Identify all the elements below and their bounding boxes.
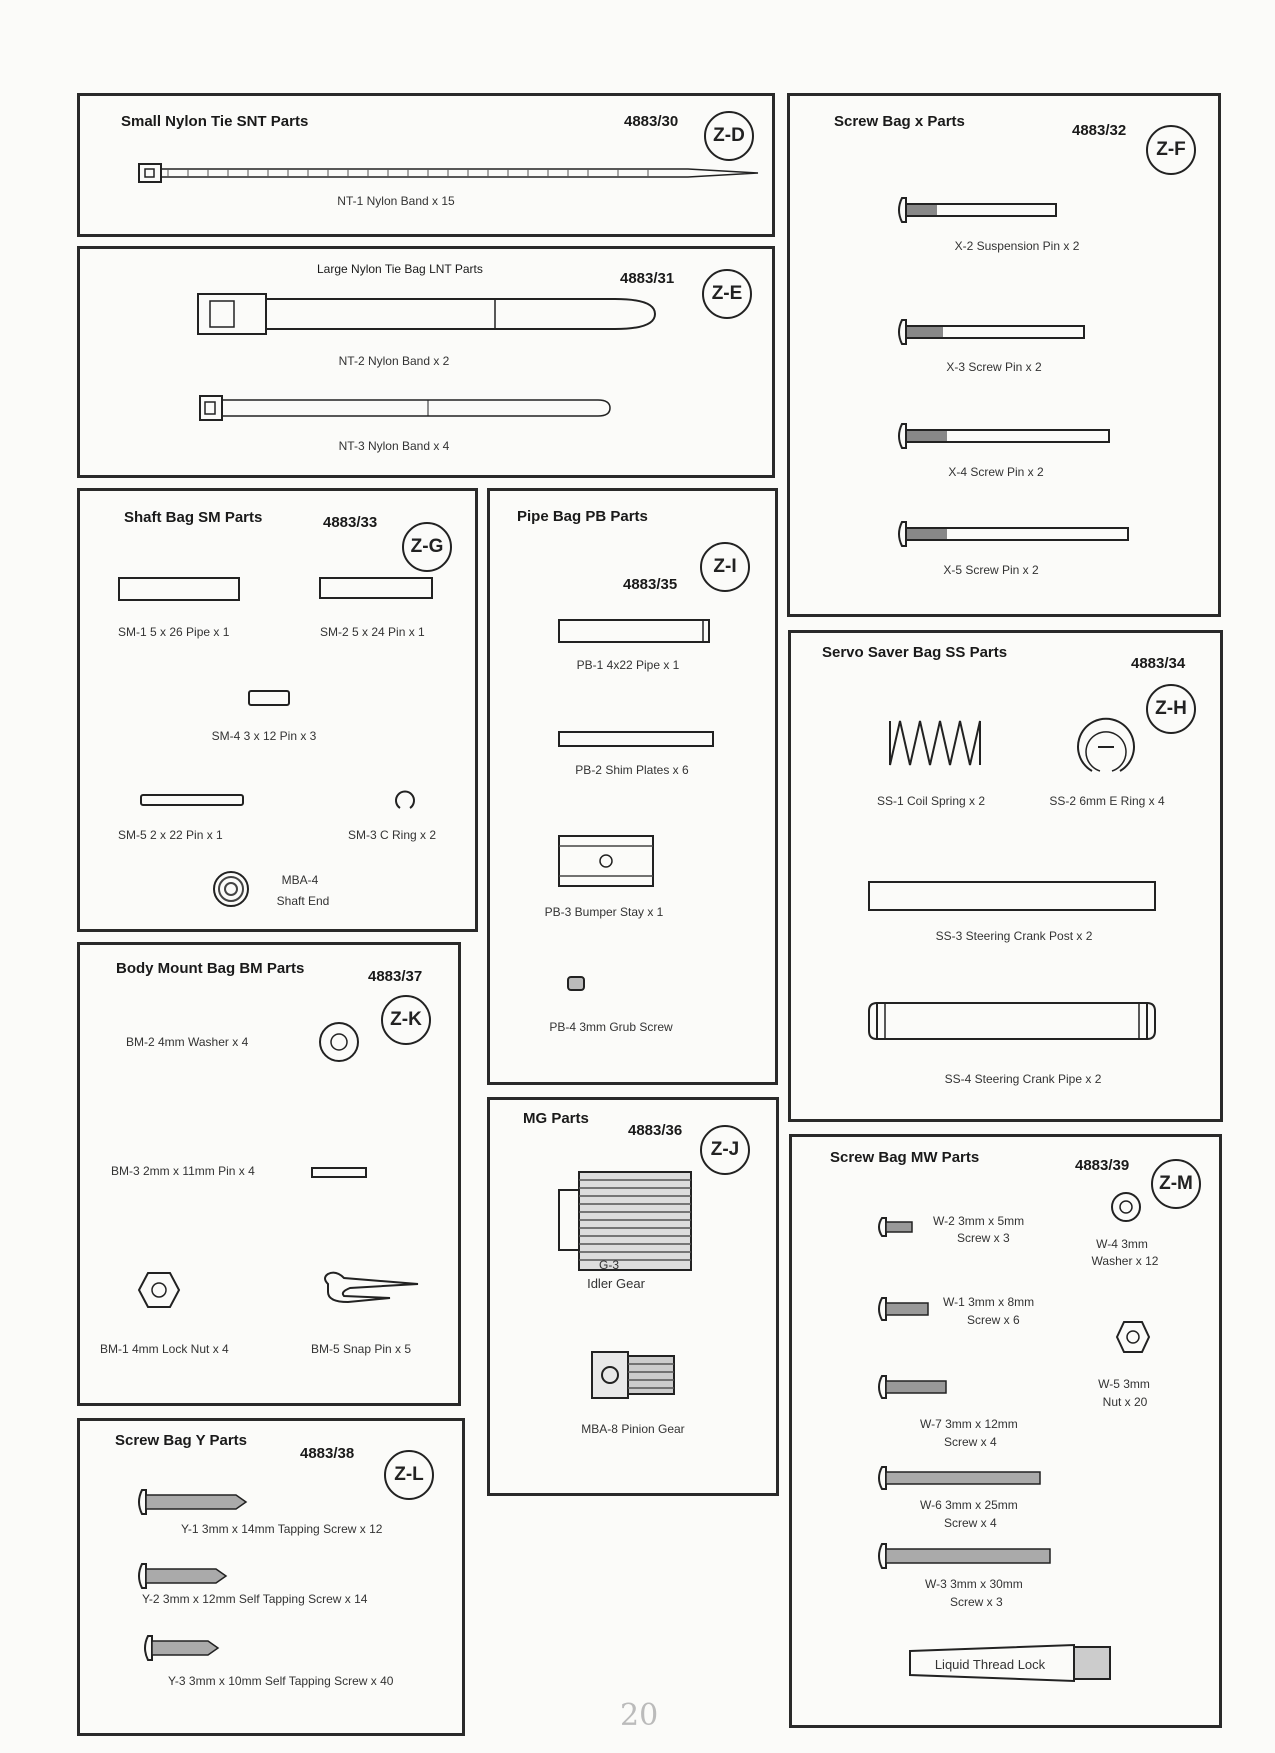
part-label-w3-a: W-3 3mm x 30mm [925, 1577, 1023, 1591]
part-number: 4883/31 [620, 270, 675, 287]
section-badge: Z-G [402, 522, 452, 572]
shim-plate-icon [557, 729, 717, 751]
part-label-pb4: PB-4 3mm Grub Screw [549, 1020, 673, 1034]
part-label-nt1: NT-1 Nylon Band x 15 [337, 194, 455, 208]
pin-icon [139, 793, 247, 809]
pin-icon [310, 1166, 370, 1182]
part-label-sm5: SM-5 2 x 22 Pin x 1 [118, 828, 223, 842]
section-zh [788, 630, 1223, 1122]
section-title: Shaft Bag SM Parts [124, 509, 263, 526]
suspension-pin-icon [898, 196, 1058, 226]
section-zk [77, 942, 461, 1406]
large-nylon-band-icon [195, 289, 695, 339]
section-zg [77, 488, 478, 932]
part-label-y1: Y-1 3mm x 14mm Tapping Screw x 12 [181, 1522, 383, 1536]
screw-icon [876, 1295, 932, 1323]
screw-pin-icon [898, 318, 1088, 348]
tapping-screw-icon [136, 1561, 232, 1591]
part-label-w2-a: W-2 3mm x 5mm [933, 1214, 1025, 1228]
part-label-g3-a: G-3 [598, 1258, 620, 1272]
part-number: 4883/38 [300, 1445, 355, 1462]
snap-pin-icon [320, 1270, 424, 1306]
part-label-mba4-b: Shaft End [276, 894, 330, 908]
part-label-y3: Y-3 3mm x 10mm Self Tapping Screw x 40 [168, 1674, 394, 1688]
section-zi [487, 488, 778, 1085]
e-ring-icon [1070, 715, 1142, 777]
tapping-screw-icon [142, 1633, 222, 1663]
part-label-ss1: SS-1 Coil Spring x 2 [876, 794, 986, 808]
steering-crank-post-icon [867, 880, 1159, 914]
part-label-ss2: SS-2 6mm E Ring x 4 [1049, 794, 1165, 808]
bumper-stay-icon [557, 834, 657, 889]
part-label-nt2: NT-2 Nylon Band x 2 [338, 354, 450, 368]
part-label-bm3: BM-3 2mm x 11mm Pin x 4 [111, 1164, 255, 1178]
part-number: 4883/35 [623, 576, 678, 593]
pipe-icon [117, 576, 243, 604]
pin-icon [318, 576, 436, 602]
part-label-w5-b: Nut x 20 [1102, 1395, 1148, 1409]
part-number: 4883/37 [368, 968, 423, 985]
coil-spring-icon [886, 713, 986, 773]
part-number: 4883/34 [1131, 655, 1186, 672]
part-number: 4883/30 [624, 113, 679, 130]
c-ring-icon [391, 786, 419, 814]
section-title: Screw Bag MW Parts [830, 1149, 980, 1166]
screw-pin-icon [898, 422, 1112, 452]
part-label-w4-a: W-4 3mm [1096, 1237, 1148, 1251]
part-label-mba4-a: MBA-4 [281, 873, 319, 887]
part-number: 4883/32 [1072, 122, 1127, 139]
section-badge: Z-J [700, 1125, 750, 1175]
part-label-sm3: SM-3 C Ring x 2 [348, 828, 437, 842]
steering-crank-pipe-icon [867, 997, 1159, 1045]
part-label-w7-a: W-7 3mm x 12mm [920, 1417, 1018, 1431]
part-label-nt3: NT-3 Nylon Band x 4 [338, 439, 450, 453]
washer-icon [317, 1020, 361, 1064]
part-label-w4-b: Washer x 12 [1091, 1254, 1159, 1268]
idler-gear-icon [557, 1166, 695, 1276]
part-label-w3-b: Screw x 3 [950, 1595, 1003, 1609]
part-label-g3-b: Idler Gear [587, 1276, 645, 1291]
part-label-sm4: SM-4 3 x 12 Pin x 3 [211, 729, 317, 743]
section-badge: Z-D [704, 111, 754, 161]
part-number: 4883/33 [323, 514, 378, 531]
part-label-x5: X-5 Screw Pin x 2 [943, 563, 1039, 577]
part-label-thread-lock: Liquid Thread Lock [934, 1657, 1046, 1672]
section-title: Screw Bag Y Parts [115, 1432, 248, 1449]
screw-icon [876, 1215, 916, 1239]
part-label-mba8: MBA-8 Pinion Gear [581, 1422, 685, 1436]
tapping-screw-icon [136, 1487, 252, 1517]
section-badge: Z-L [384, 1450, 434, 1500]
part-label-ss3: SS-3 Steering Crank Post x 2 [935, 929, 1093, 943]
part-label-w6-b: Screw x 4 [944, 1516, 997, 1530]
part-label-bm5: BM-5 Snap Pin x 5 [311, 1342, 412, 1356]
lock-nut-icon [137, 1270, 181, 1310]
part-label-ss4: SS-4 Steering Crank Pipe x 2 [944, 1072, 1102, 1086]
part-label-w1-a: W-1 3mm x 8mm [943, 1295, 1035, 1309]
nut-icon [1114, 1319, 1152, 1355]
nylon-band-icon [138, 162, 768, 186]
pin-icon [247, 689, 293, 709]
section-zl [77, 1418, 465, 1736]
nylon-band-icon [198, 394, 618, 424]
part-label-w7-b: Screw x 4 [944, 1435, 997, 1449]
part-label-sm2: SM-2 5 x 24 Pin x 1 [320, 625, 425, 639]
page-number: 20 [620, 1698, 659, 1733]
section-title: MG Parts [523, 1110, 589, 1127]
section-badge: Z-F [1146, 125, 1196, 175]
section-title: Pipe Bag PB Parts [517, 508, 648, 525]
grub-screw-icon [565, 974, 589, 994]
part-label-x4: X-4 Screw Pin x 2 [948, 465, 1044, 479]
part-label-bm1: BM-1 4mm Lock Nut x 4 [100, 1342, 229, 1356]
part-label-x3: X-3 Screw Pin x 2 [946, 360, 1042, 374]
section-badge: Z-I [700, 542, 750, 592]
section-zf [787, 93, 1221, 617]
section-title: Screw Bag x Parts [834, 113, 965, 130]
part-label-w2-b: Screw x 3 [957, 1231, 1010, 1245]
part-label-pb2: PB-2 Shim Plates x 6 [575, 763, 689, 777]
screw-icon [876, 1464, 1046, 1492]
part-number: 4883/36 [628, 1122, 683, 1139]
section-title: Servo Saver Bag SS Parts [822, 644, 1008, 661]
part-label-bm2: BM-2 4mm Washer x 4 [126, 1035, 249, 1049]
section-badge: Z-H [1146, 684, 1196, 734]
part-label-w1-b: Screw x 6 [967, 1313, 1020, 1327]
section-title: Large Nylon Tie Bag LNT Parts [317, 262, 483, 276]
section-zm [789, 1134, 1222, 1728]
washer-icon [1109, 1190, 1143, 1224]
shaft-end-icon [211, 869, 251, 909]
section-badge: Z-K [381, 995, 431, 1045]
section-badge: Z-E [702, 269, 752, 319]
section-ze [77, 246, 775, 478]
part-number: 4883/39 [1075, 1157, 1130, 1174]
part-label-y2: Y-2 3mm x 12mm Self Tapping Screw x 14 [142, 1592, 368, 1606]
section-title: Body Mount Bag BM Parts [116, 960, 305, 977]
part-label-x2: X-2 Suspension Pin x 2 [954, 239, 1080, 253]
pinion-gear-icon [590, 1350, 678, 1402]
section-zd [77, 93, 775, 237]
section-badge: Z-M [1151, 1159, 1201, 1209]
screw-icon [876, 1541, 1056, 1571]
part-label-w6-a: W-6 3mm x 25mm [920, 1498, 1018, 1512]
part-label-sm1: SM-1 5 x 26 Pipe x 1 [118, 625, 230, 639]
screw-icon [876, 1373, 952, 1401]
part-label-pb3: PB-3 Bumper Stay x 1 [544, 905, 664, 919]
part-label-pb1: PB-1 4x22 Pipe x 1 [576, 658, 680, 672]
part-label-w5-a: W-5 3mm [1098, 1377, 1150, 1391]
section-title: Small Nylon Tie SNT Parts [121, 113, 309, 130]
section-zj [487, 1097, 779, 1496]
pipe-icon [557, 617, 713, 647]
screw-pin-icon [898, 520, 1132, 550]
